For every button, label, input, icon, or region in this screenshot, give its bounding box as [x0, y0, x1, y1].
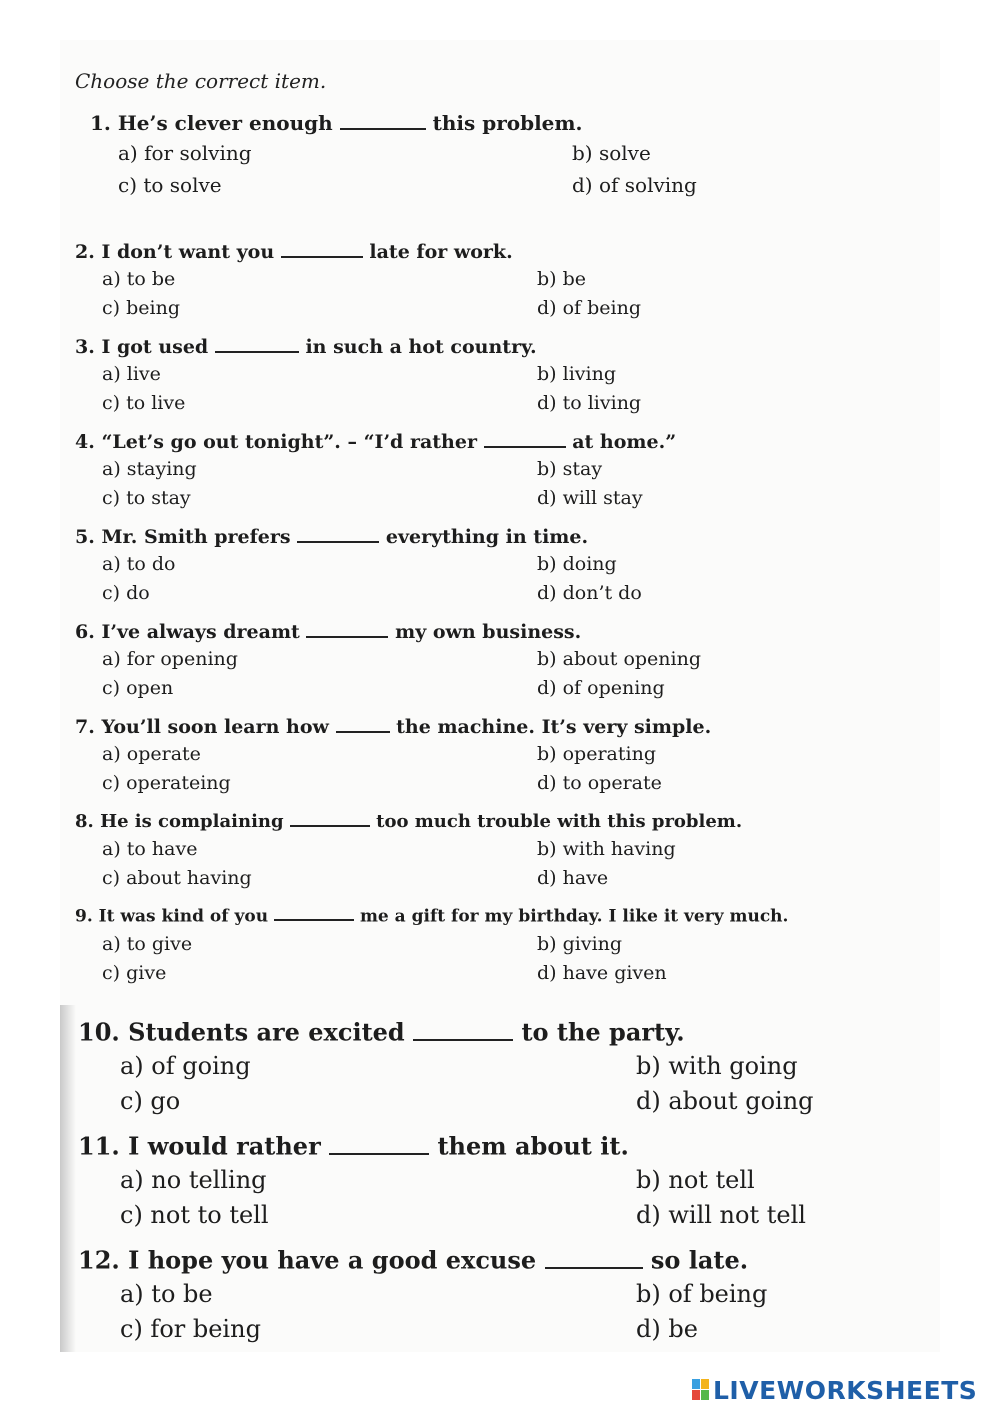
question-text-after: them about it.: [437, 1131, 629, 1161]
question-text-after: me a gift for my birthday. I like it very much.: [359, 906, 789, 927]
option-a[interactable]: a) operate: [102, 743, 201, 765]
option-b[interactable]: b) with going: [636, 1052, 798, 1080]
question-text-before: You’ll soon learn how: [101, 716, 329, 739]
question-text-after: late for work.: [369, 241, 513, 264]
question-stem: [75, 524, 588, 548]
question-stem: [75, 809, 742, 832]
question-number: 8.: [75, 811, 94, 833]
question-text-after: so late.: [650, 1245, 749, 1275]
answer-blank[interactable]: [281, 239, 363, 258]
question-text-before: It was kind of you: [98, 906, 269, 927]
question-text-after: too much trouble with this problem.: [376, 811, 743, 833]
scan-binding-shadow: [60, 1005, 76, 1352]
question-text-before: I got used: [101, 336, 209, 359]
question-number: 7.: [75, 716, 95, 739]
question-stem: [78, 1245, 748, 1275]
question-number: 12.: [78, 1245, 120, 1275]
question-1: [90, 110, 697, 197]
question-number: 9.: [75, 906, 93, 927]
option-c[interactable]: c) open: [102, 677, 174, 699]
answer-blank[interactable]: [545, 1245, 643, 1269]
question-text-after: everything in time.: [385, 526, 589, 549]
option-d[interactable]: d) to living: [537, 392, 642, 414]
question-text-after: at home.”: [572, 431, 677, 454]
option-c[interactable]: c) give: [102, 962, 167, 984]
liveworksheets-logo-icon: [692, 1379, 710, 1401]
question-6: [75, 619, 702, 699]
option-a[interactable]: a) of going: [120, 1052, 251, 1080]
option-d[interactable]: d) be: [636, 1315, 698, 1343]
answer-blank[interactable]: [413, 1017, 513, 1041]
question-stem: [75, 239, 513, 263]
option-a[interactable]: a) no telling: [120, 1166, 267, 1194]
question-3: [75, 334, 642, 414]
answer-blank[interactable]: [297, 524, 379, 543]
option-b[interactable]: b) giving: [537, 933, 623, 955]
option-a[interactable]: a) to be: [120, 1280, 213, 1308]
option-d[interactable]: d) will not tell: [636, 1201, 806, 1229]
answer-blank[interactable]: [215, 334, 299, 353]
option-c[interactable]: c) about having: [102, 867, 252, 889]
question-10: [78, 1017, 814, 1115]
question-9: [75, 904, 789, 984]
option-b[interactable]: b) with having: [537, 838, 676, 860]
question-text-before: “Let’s go out tonight”. – “I’d rather: [101, 431, 477, 454]
answer-blank[interactable]: [340, 110, 426, 130]
question-stem: [75, 619, 581, 643]
option-a[interactable]: a) staying: [102, 458, 197, 480]
option-d[interactable]: d) have given: [537, 962, 667, 984]
question-11: [78, 1131, 806, 1229]
answer-blank[interactable]: [274, 904, 354, 921]
option-b[interactable]: b) about opening: [537, 648, 702, 670]
question-text-after: the machine. It’s very simple.: [396, 716, 712, 739]
question-number: 6.: [75, 621, 95, 644]
question-stem: [78, 1017, 685, 1047]
question-text-before: He is complaining: [100, 811, 284, 833]
question-number: 11.: [78, 1131, 120, 1161]
option-a[interactable]: a) for opening: [102, 648, 238, 670]
option-c[interactable]: c) do: [102, 582, 150, 604]
question-number: 3.: [75, 336, 95, 359]
question-number: 4.: [75, 431, 95, 454]
option-c[interactable]: c) to stay: [102, 487, 191, 509]
option-c[interactable]: c) operateing: [102, 772, 231, 794]
option-b[interactable]: b) be: [537, 268, 587, 290]
question-stem: [75, 334, 537, 358]
option-a[interactable]: a) to do: [102, 553, 176, 575]
question-text-before: I would rather: [128, 1131, 321, 1161]
option-c[interactable]: c) not to tell: [120, 1201, 269, 1229]
question-4: [75, 429, 677, 509]
option-d[interactable]: d) of being: [537, 297, 642, 319]
option-b[interactable]: b) doing: [537, 553, 617, 575]
question-text-before: I hope you have a good excuse: [128, 1245, 537, 1275]
question-12: [78, 1245, 768, 1343]
option-d[interactable]: d) have: [537, 867, 609, 889]
option-b[interactable]: b) stay: [537, 458, 603, 480]
option-b[interactable]: b) operating: [537, 743, 656, 765]
option-a[interactable]: a) to give: [102, 933, 193, 955]
question-number: 5.: [75, 526, 95, 549]
option-d[interactable]: d) of solving: [572, 173, 697, 197]
answer-blank[interactable]: [306, 619, 388, 638]
question-text-after: in such a hot country.: [305, 336, 537, 359]
option-a[interactable]: a) to have: [102, 838, 198, 860]
option-c[interactable]: c) to live: [102, 392, 186, 414]
question-text-after: to the party.: [521, 1017, 685, 1047]
question-7: [75, 714, 712, 794]
answer-blank[interactable]: [290, 809, 370, 827]
option-a[interactable]: a) to be: [102, 268, 176, 290]
option-c[interactable]: c) go: [120, 1087, 181, 1115]
option-b[interactable]: b) of being: [636, 1280, 768, 1308]
question-2: [75, 239, 642, 319]
question-text-before: I’ve always dreamt: [101, 621, 300, 644]
question-stem: [90, 110, 583, 135]
question-number: 2.: [75, 241, 95, 264]
option-d[interactable]: d) will stay: [537, 487, 643, 509]
instruction: Choose the correct item.: [75, 69, 327, 93]
answer-blank[interactable]: [329, 1131, 429, 1155]
question-number: 10.: [78, 1017, 120, 1047]
option-d[interactable]: d) about going: [636, 1087, 814, 1115]
question-stem: [78, 1131, 629, 1161]
question-text-before: Mr. Smith prefers: [101, 526, 291, 549]
option-c[interactable]: c) to solve: [118, 173, 222, 197]
option-d[interactable]: d) don’t do: [537, 582, 642, 604]
question-8: [75, 809, 743, 889]
option-c[interactable]: c) being: [102, 297, 180, 319]
question-text-after: this problem.: [432, 111, 583, 135]
brand-name: LIVEWORKSHEETS: [713, 1375, 978, 1405]
question-5: [75, 524, 642, 604]
option-d[interactable]: d) to operate: [537, 772, 662, 794]
question-text-before: I don’t want you: [101, 241, 275, 264]
option-a[interactable]: a) live: [102, 363, 161, 385]
question-text-before: He’s clever enough: [117, 111, 333, 135]
option-b[interactable]: b) living: [537, 363, 616, 385]
answer-blank[interactable]: [484, 429, 566, 448]
question-stem: [75, 904, 788, 926]
answer-blank[interactable]: [336, 714, 390, 733]
option-d[interactable]: d) of opening: [537, 677, 665, 699]
option-b[interactable]: b) not tell: [636, 1166, 755, 1194]
question-number: 1.: [90, 111, 111, 135]
option-c[interactable]: c) for being: [120, 1315, 261, 1343]
question-stem: [75, 714, 711, 738]
option-a[interactable]: a) for solving: [118, 141, 252, 165]
liveworksheets-logo[interactable]: [692, 1376, 977, 1404]
question-stem: [75, 429, 676, 453]
option-b[interactable]: b) solve: [572, 141, 651, 165]
question-text-after: my own business.: [395, 621, 582, 644]
question-text-before: Students are excited: [128, 1017, 405, 1047]
